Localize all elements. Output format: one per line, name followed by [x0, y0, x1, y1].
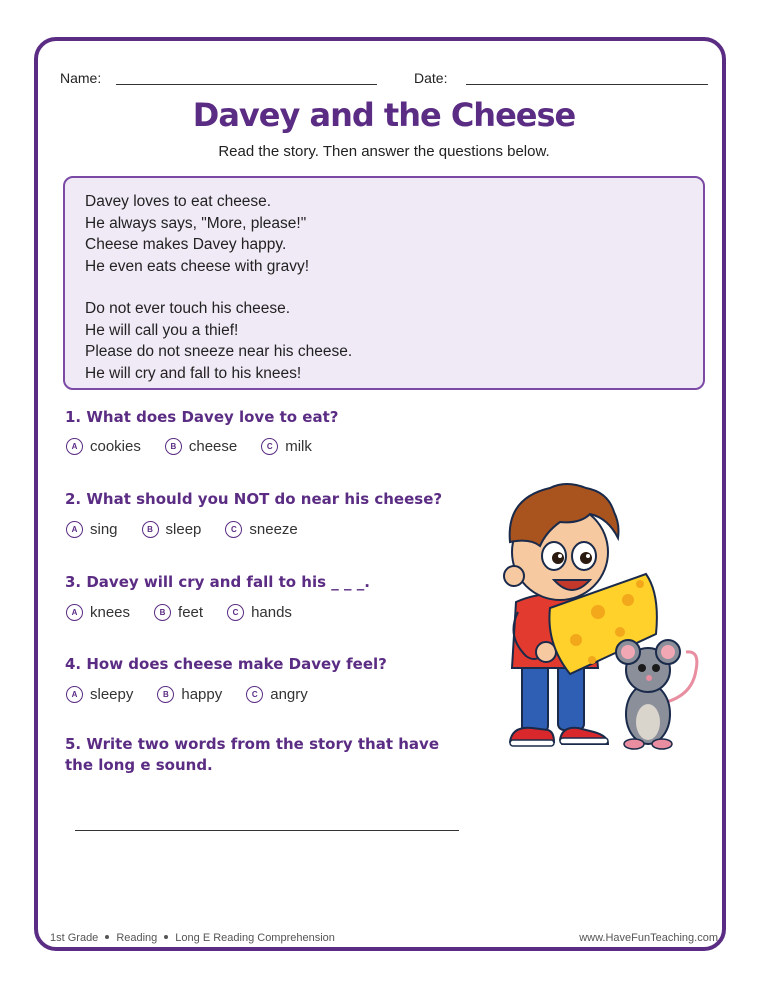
option-label: happy — [181, 686, 223, 703]
option-label: angry — [270, 686, 308, 703]
option-b[interactable] — [142, 521, 202, 538]
question-2-options — [66, 521, 322, 538]
option-b[interactable] — [165, 438, 237, 455]
option-bubble[interactable]: A — [66, 438, 83, 455]
story-line: Do not ever touch his cheese. — [85, 300, 291, 317]
name-label: Name: — [60, 70, 102, 86]
option-label: knees — [90, 604, 131, 621]
answer-line[interactable] — [75, 830, 459, 831]
mouse-figure — [616, 640, 697, 749]
footer-topic: Long E Reading Comprehension — [175, 932, 335, 944]
option-c[interactable] — [225, 521, 297, 538]
story-line: Please do not sneeze near his cheese. — [85, 343, 353, 360]
option-bubble[interactable]: A — [66, 604, 83, 621]
story-box — [63, 176, 705, 390]
option-b[interactable] — [157, 686, 222, 703]
question-4-options — [66, 686, 332, 703]
option-bubble[interactable]: B — [157, 686, 174, 703]
question-4: 4. How does cheese make Davey feel? — [65, 655, 387, 673]
instructions: Read the story. Then answer the questions below. — [218, 143, 550, 160]
question-2: 2. What should you NOT do near his cheese? — [65, 490, 443, 508]
option-label: cookies — [90, 438, 141, 455]
name-field[interactable] — [116, 84, 377, 85]
question-3: 3. Davey will cry and fall to his _ _ _. — [65, 573, 370, 591]
question-5: 5. Write two words from the story that have the long e sound. — [65, 735, 439, 774]
option-bubble[interactable]: C — [227, 604, 244, 621]
footer-website[interactable]: www.HaveFunTeaching.com — [579, 932, 718, 944]
option-a[interactable] — [66, 686, 133, 703]
option-a[interactable] — [66, 438, 141, 455]
footer-grade: 1st Grade — [50, 932, 99, 944]
option-label: sing — [90, 521, 118, 538]
option-bubble[interactable]: B — [142, 521, 159, 538]
option-a[interactable] — [66, 604, 130, 621]
option-label: sleep — [165, 521, 202, 538]
option-bubble[interactable]: C — [246, 686, 263, 703]
option-c[interactable] — [246, 686, 308, 703]
option-bubble[interactable]: A — [66, 521, 83, 538]
story-line: He will call you a thief! — [85, 321, 239, 339]
option-bubble[interactable]: B — [165, 438, 182, 455]
bullet-icon — [105, 935, 109, 939]
option-c[interactable] — [261, 438, 312, 455]
date-field[interactable] — [466, 84, 708, 85]
question-3-options — [66, 604, 316, 621]
option-label: cheese — [188, 438, 238, 455]
option-bubble[interactable]: C — [225, 521, 242, 538]
question-1: 1. What does Davey love to eat? — [65, 408, 339, 426]
story-line: He will cry and fall to his knees! — [85, 364, 302, 382]
page-title: Davey and the Cheese — [192, 96, 576, 134]
option-bubble[interactable]: C — [261, 438, 278, 455]
boy-cheese-illustration — [480, 472, 720, 772]
option-label: sneeze — [249, 521, 298, 538]
option-a[interactable] — [66, 521, 118, 538]
story-line: Cheese makes Davey happy. — [85, 236, 287, 253]
option-label: hands — [251, 604, 292, 621]
option-label: feet — [178, 604, 204, 621]
footer-tags — [50, 932, 335, 944]
option-bubble[interactable]: B — [154, 604, 171, 621]
date-label: Date: — [414, 70, 448, 86]
story-line: He even eats cheese with gravy! — [85, 257, 310, 275]
option-bubble[interactable]: A — [66, 686, 83, 703]
bullet-icon — [164, 935, 168, 939]
stanza-gap — [85, 277, 683, 298]
question-1-options — [66, 438, 336, 455]
option-label: sleepy — [90, 686, 134, 703]
option-b[interactable] — [154, 604, 203, 621]
story-line: Davey loves to eat cheese. — [85, 193, 272, 210]
story-line: He always says, "More, please!" — [85, 214, 307, 232]
option-label: milk — [285, 438, 312, 455]
footer-subject: Reading — [116, 932, 158, 944]
option-c[interactable] — [227, 604, 292, 621]
